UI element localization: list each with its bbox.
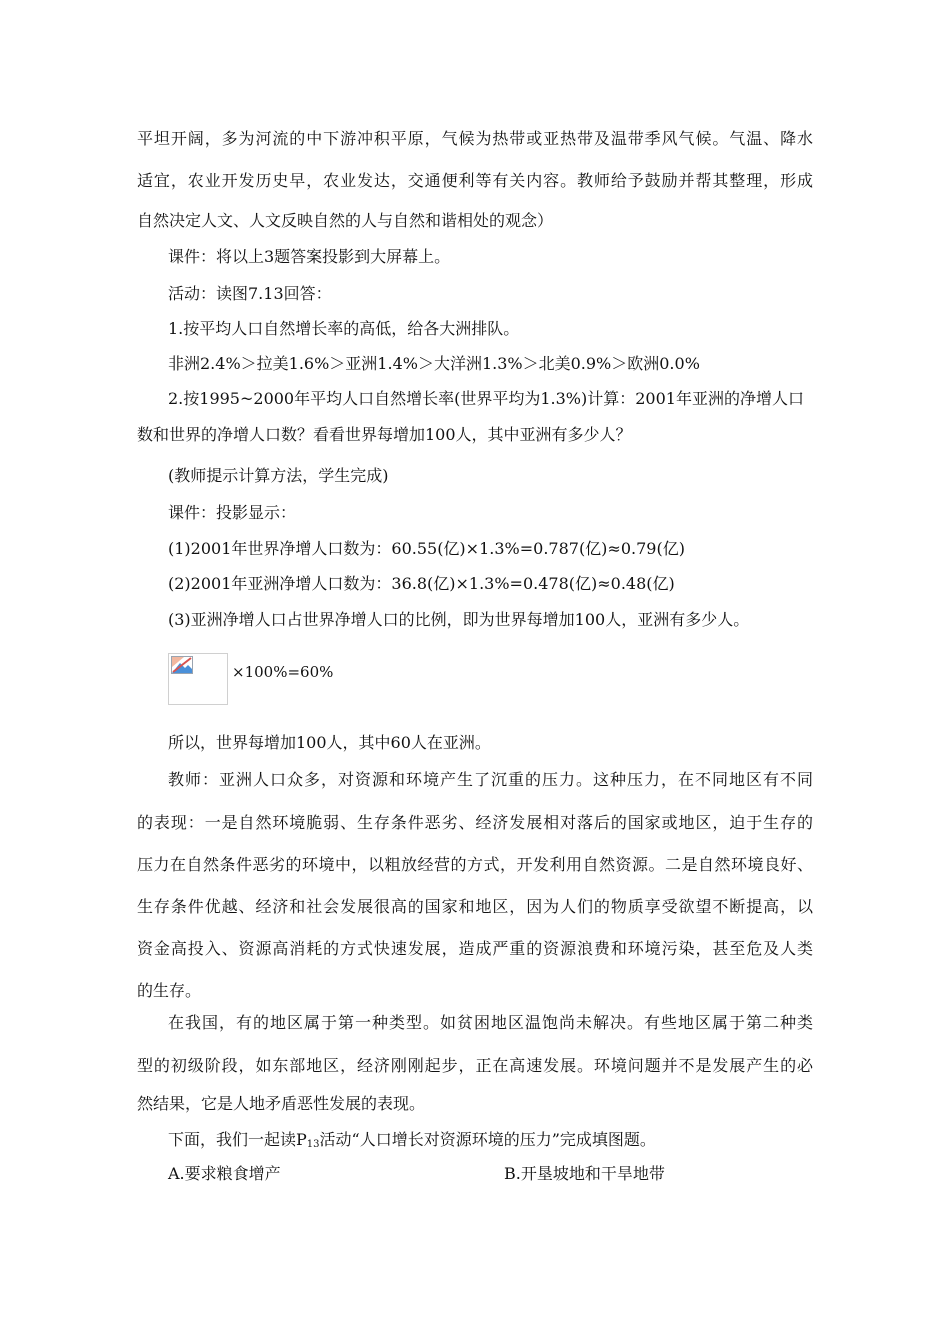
formula-image bbox=[168, 653, 228, 705]
paragraph-line: 自然决定人文、人文反映自然的人与自然和谐相处的观念） bbox=[137, 211, 554, 230]
paragraph-line: 压力在自然条件恶劣的环境中，以粗放经营的方式，开发利用自然资源。二是自然环境良好、 bbox=[137, 855, 813, 874]
option-a: A.要求粮食增产 bbox=[168, 1164, 281, 1183]
paragraph-line: (3)亚洲净增人口占世界净增人口的比例，即为世界每增加100人，亚洲有多少人。 bbox=[168, 610, 750, 629]
broken-image-icon bbox=[171, 656, 193, 674]
option-b: B.开垦坡地和干旱地带 bbox=[504, 1164, 665, 1183]
paragraph-line: 1.按平均人口自然增长率的高低，给各大洲排队。 bbox=[168, 319, 520, 338]
formula-result: ×100%=60% bbox=[232, 663, 334, 681]
paragraph-line: 生存条件优越、经济和社会发展很高的国家和地区，因为人们的物质享受欲望不断提高，以 bbox=[137, 897, 813, 916]
text-segment: 活动“人口增长对资源环境的压力”完成填图题。 bbox=[319, 1130, 656, 1149]
paragraph-line: 适宜，农业开发历史早，农业发达，交通便利等有关内容。教师给予鼓励并帮其整理，形成 bbox=[137, 171, 813, 190]
paragraph-line: 然结果，它是人地矛盾恶性发展的表现。 bbox=[137, 1094, 426, 1113]
paragraph-line: 课件：将以上3题答案投影到大屏幕上。 bbox=[168, 247, 451, 266]
paragraph-line: 所以，世界每增加100人，其中60人在亚洲。 bbox=[168, 733, 491, 752]
paragraph-line: 数和世界的净增人口数？看看世界每增加100人，其中亚洲有多少人？ bbox=[137, 425, 632, 444]
paragraph-line: 教师：亚洲人口众多，对资源和环境产生了沉重的压力。这种压力，在不同地区有不同 bbox=[168, 770, 813, 789]
paragraph-line: 的表现：一是自然环境脆弱、生存条件恶劣、经济发展相对落后的国家或地区，迫于生存的 bbox=[137, 813, 813, 832]
text-segment: 下面，我们一起读P bbox=[168, 1130, 307, 1149]
paragraph-line: 资金高投入、资源高消耗的方式快速发展，造成严重的资源浪费和环境污染，甚至危及人类 bbox=[137, 939, 813, 958]
paragraph-line bbox=[168, 1130, 656, 1155]
paragraph-line: 活动：读图7.13回答： bbox=[168, 284, 332, 303]
paragraph-line: 型的初级阶段，如东部地区，经济刚刚起步，正在高速发展。环境问题并不是发展产生的必 bbox=[137, 1056, 813, 1075]
paragraph-line: 课件：投影显示： bbox=[168, 503, 297, 522]
formula-line: (2)2001年亚洲净增人口数为：36.8(亿)×1.3%=0.478(亿)≈0.48(亿) bbox=[168, 574, 675, 593]
paragraph-line: 2.按1995~2000年平均人口自然增长率(世界平均为1.3%)计算：2001年亚洲的净增人口 bbox=[168, 389, 804, 408]
paragraph-line: 非洲2.4%＞拉美1.6%＞亚洲1.4%＞大洋洲1.3%＞北美0.9%＞欧洲0.0% bbox=[168, 354, 700, 373]
paragraph-line: (教师提示计算方法，学生完成) bbox=[168, 466, 389, 485]
page-subscript: 13 bbox=[306, 1139, 320, 1150]
paragraph-line: 平坦开阔，多为河流的中下游冲积平原，气候为热带或亚热带及温带季风气候。气温、降水 bbox=[137, 129, 813, 148]
paragraph-line: 的生存。 bbox=[137, 981, 202, 1000]
paragraph-line: 在我国，有的地区属于第一种类型。如贫困地区温饱尚未解决。有些地区属于第二种类 bbox=[168, 1013, 813, 1032]
formula-line: (1)2001年世界净增人口数为：60.55(亿)×1.3%=0.787(亿)≈0.79(亿) bbox=[168, 539, 685, 558]
